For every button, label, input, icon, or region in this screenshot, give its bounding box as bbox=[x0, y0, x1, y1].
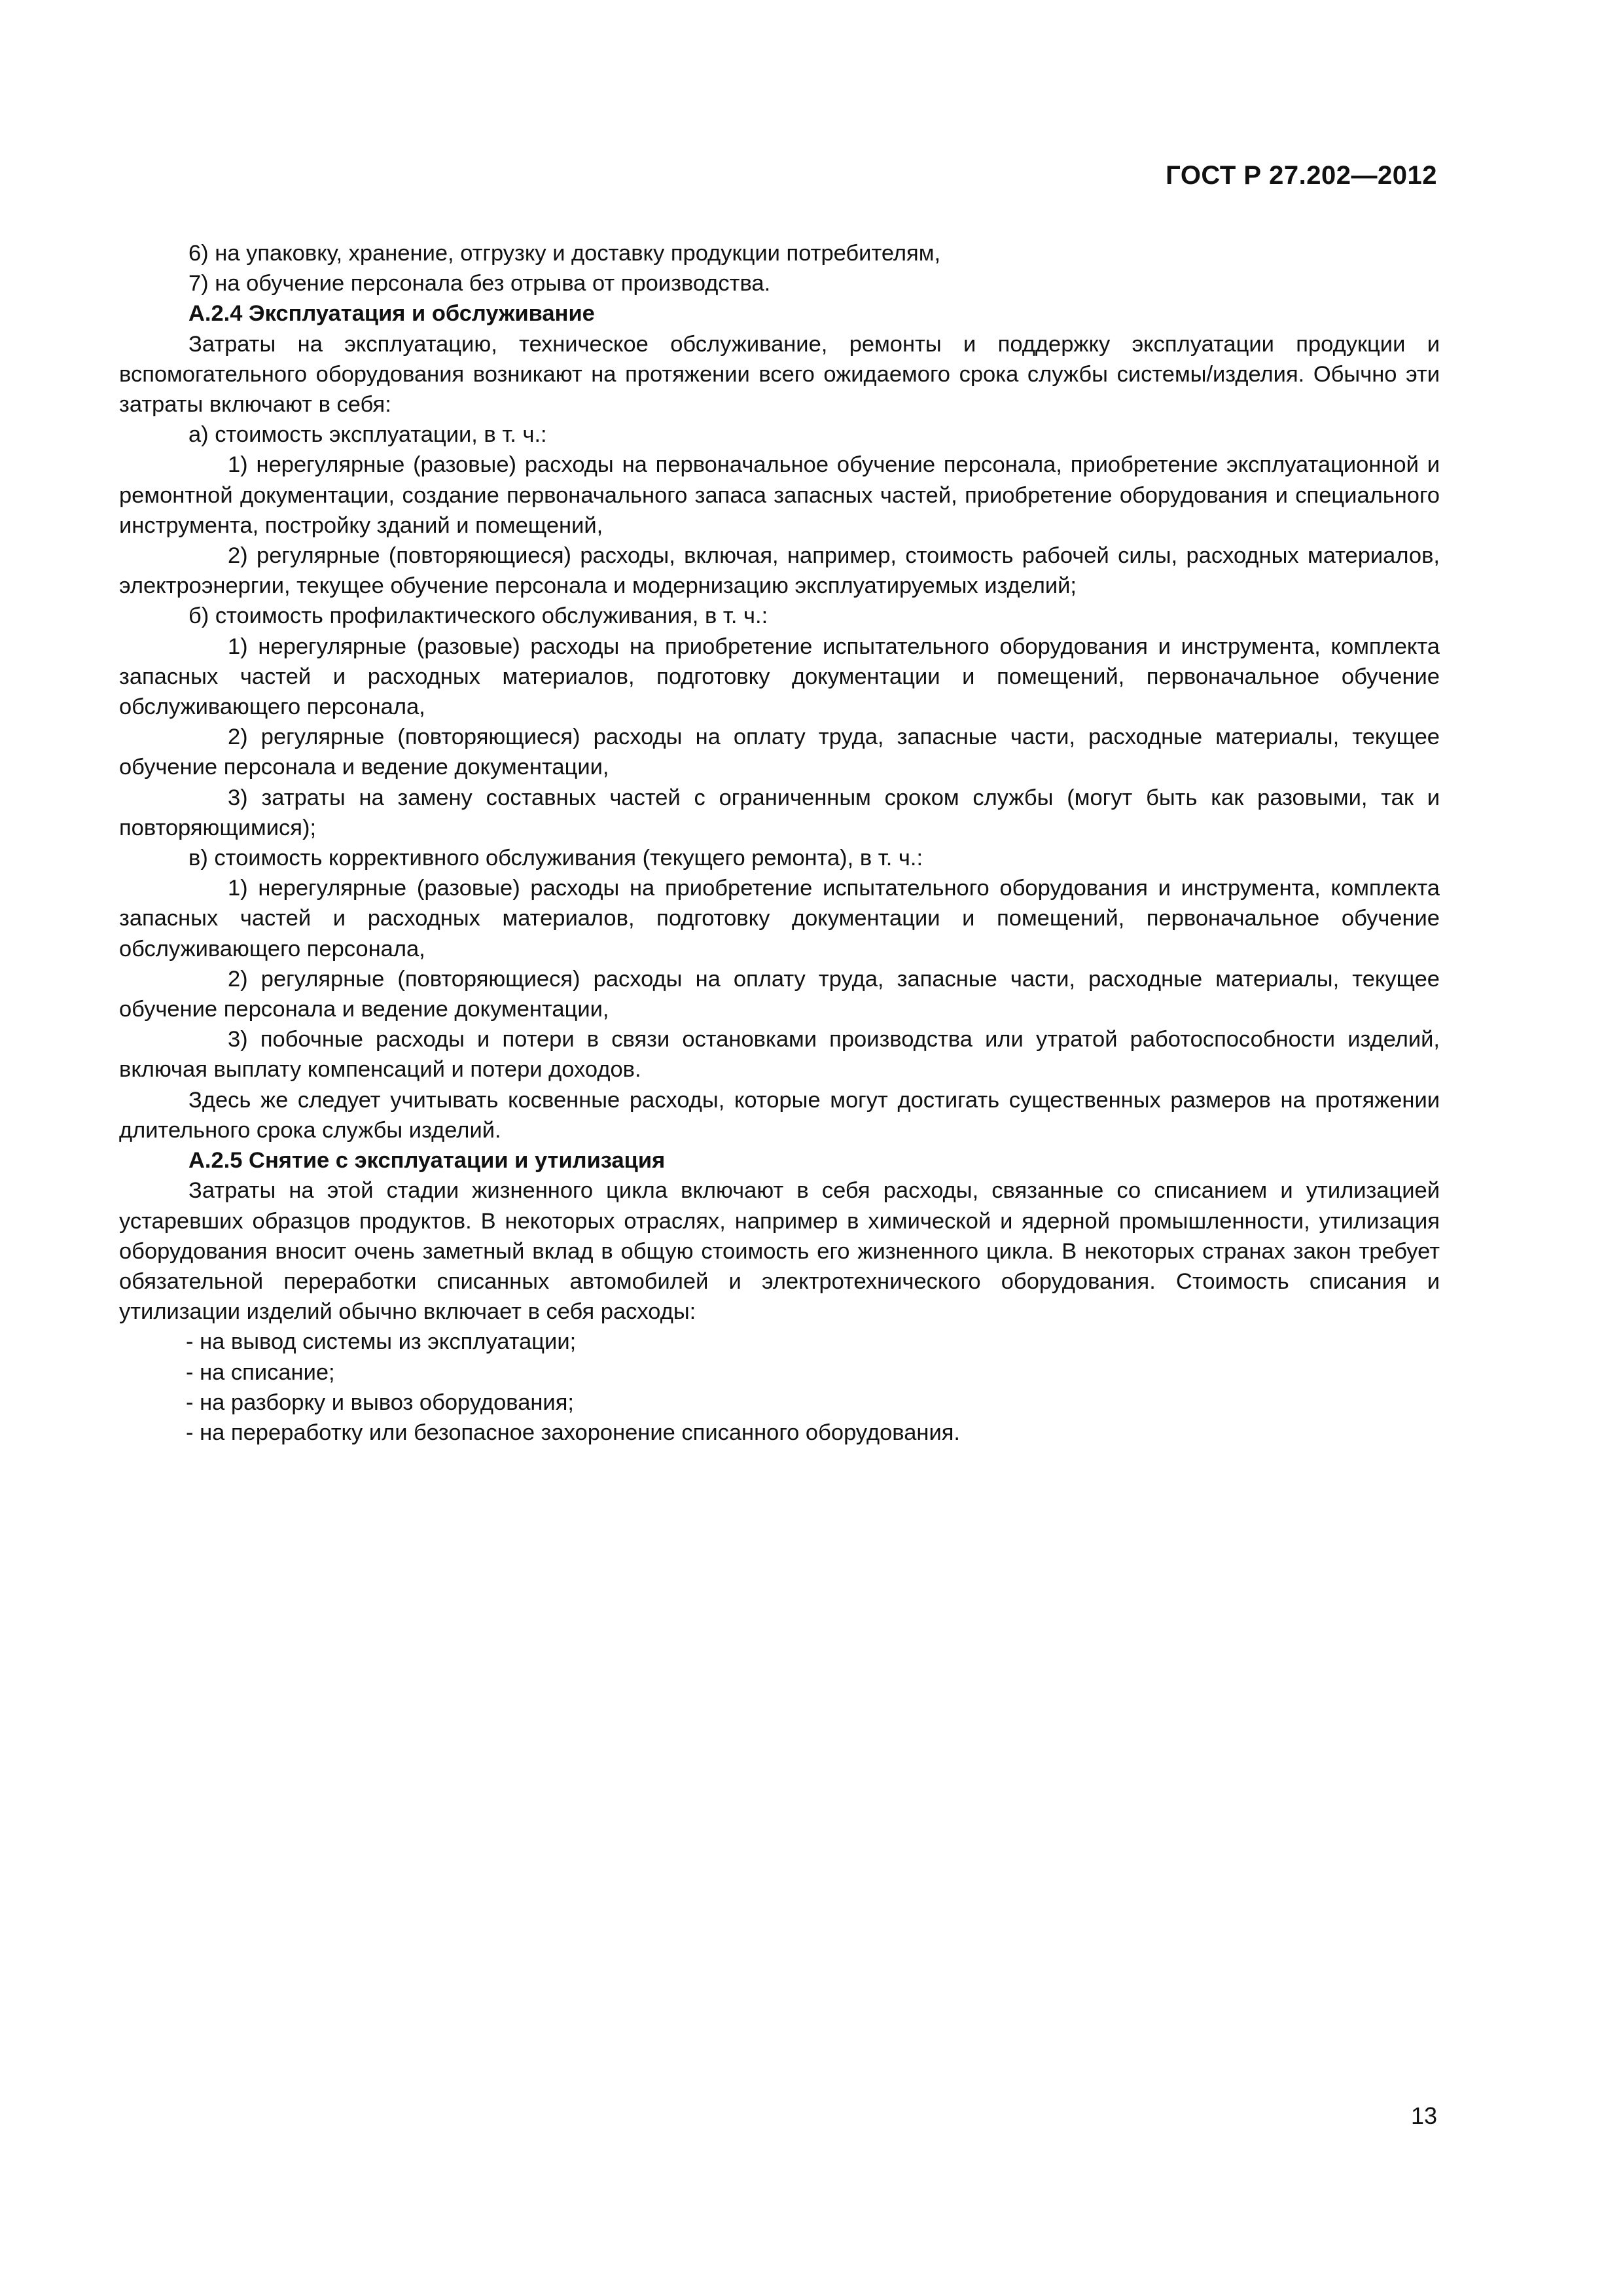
paragraph: Здесь же следует учитывать косвенные расходы, которые могут достигать существенных размеров на протяжении длительного срока службы изделий. bbox=[119, 1087, 1440, 1143]
list-item: а) стоимость эксплуатации, в т. ч.: bbox=[188, 422, 547, 448]
dash-list-item: - на разборку и вывоз оборудования; bbox=[186, 1390, 574, 1415]
section-heading-a24: А.2.4 Эксплуатация и обслуживание bbox=[188, 301, 595, 327]
sub-list-item: 3) побочные расходы и потери в связи остановками производства или утратой работоспособности изделий, включая выплату компенсаций и потери доходов. bbox=[119, 1027, 1440, 1083]
page-number: 13 bbox=[1410, 2102, 1437, 2129]
sub-list-item: 1) нерегулярные (разовые) расходы на первоначальное обучение персонала, приобретение эксплуатационной и ремонтной документации, создание первоначального запаса запасных частей, приобретение оборудования и специального инструмента, постройку зданий и помещений, bbox=[119, 452, 1440, 538]
dash-list-item: - на списание; bbox=[186, 1359, 335, 1385]
dash-list-item: - на переработку или безопасное захоронение списанного оборудования. bbox=[186, 1420, 961, 1445]
sub-list-item: 2) регулярные (повторяющиеся) расходы на оплату труда, запасные части, расходные материалы, текущее обучение персонала и ведение документации, bbox=[119, 966, 1440, 1022]
list-item: в) стоимость коррективного обслуживания (текущего ремонта), в т. ч.: bbox=[188, 846, 923, 871]
sub-list-item: 1) нерегулярные (разовые) расходы на приобретение испытательного оборудования и инструмента, комплекта запасных частей и расходных материалов, подготовку документации и помещений, первоначальное обучение обслуживающего персонала, bbox=[119, 634, 1440, 720]
list-item: 6) на упаковку, хранение, отгрузку и доставку продукции потребителям, bbox=[188, 241, 941, 266]
paragraph: Затраты на эксплуатацию, техническое обслуживание, ремонты и поддержку эксплуатации продукции и вспомогательного оборудования возникают на протяжении всего ожидаемого срока службы системы/изделия. Обычно эти затраты включают в себя: bbox=[119, 331, 1440, 418]
page-body bbox=[119, 238, 1440, 1448]
sub-list-item: 1) нерегулярные (разовые) расходы на приобретение испытательного оборудования и инструмента, комплекта запасных частей и расходных материалов, подготовку документации и помещений, первоначальное обучение обслуживающего персонала, bbox=[119, 876, 1440, 961]
dash-list-item: - на вывод системы из эксплуатации; bbox=[186, 1329, 577, 1355]
sub-list-item: 2) регулярные (повторяющиеся) расходы на оплату труда, запасные части, расходные материалы, текущее обучение персонала и ведение документации, bbox=[119, 725, 1440, 780]
sub-list-item: 3) затраты на замену составных частей с ограниченным сроком службы (могут быть как разовыми, так и повторяющимися); bbox=[119, 785, 1440, 840]
document-number: ГОСТ Р 27.202—2012 bbox=[1166, 161, 1437, 190]
list-item: 7) на обучение персонала без отрыва от производства. bbox=[188, 271, 771, 296]
paragraph: Затраты на этой стадии жизненного цикла включают в себя расходы, связанные со списанием и утилизацией устаревших образцов продуктов. В некоторых отраслях, например в химической и ядерной промышленности, утилизация оборудования вносит очень заметный вклад в общую стоимость его жизненного цикла. В некоторых странах закон требует обязательной переработки списанных автомобилей и электротехнического оборудования. Стоимость списания и утилизации изделий обычно включает в себя расходы: bbox=[119, 1178, 1440, 1325]
sub-list-item: 2) регулярные (повторяющиеся) расходы, включая, например, стоимость рабочей силы, расходных материалов, электроэнергии, текущее обучение персонала и модернизацию эксплуатируемых изделий; bbox=[119, 543, 1440, 599]
list-item: б) стоимость профилактического обслуживания, в т. ч.: bbox=[188, 603, 768, 629]
section-heading-a25: А.2.5 Снятие с эксплуатации и утилизация bbox=[188, 1148, 666, 1174]
